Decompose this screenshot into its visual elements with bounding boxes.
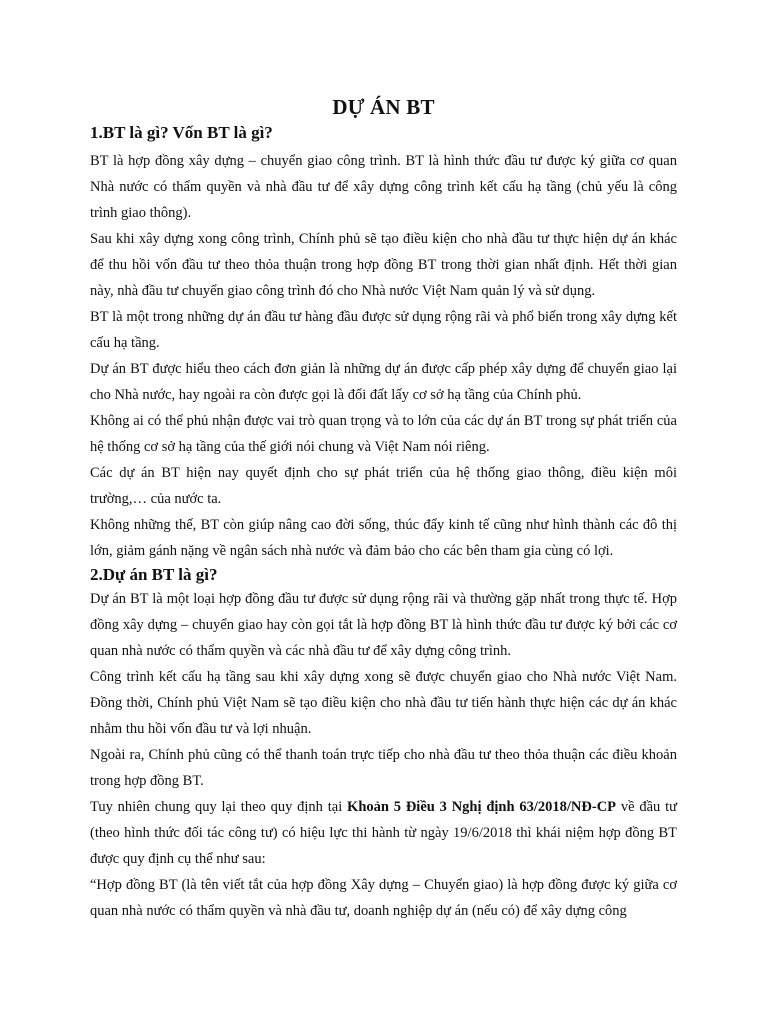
document-page [90,92,677,924]
document-title: DỰ ÁN BT [332,95,435,119]
section-1-paragraph: Dự án BT được hiểu theo cách đơn giản là những dự án được cấp phép xây dựng để chuyển giao lại cho Nhà nước, hay ngoài ra còn được gọi là đổi đất lấy cơ sở hạ tầng của Chính phủ. [90,361,677,403]
legal-text-before: Tuy nhiên chung quy lại theo quy định tại [90,799,348,815]
section-2-heading: 2.Dự án BT là gì? [90,565,218,584]
section-1-heading: 1.BT là gì? Vốn BT là gì? [90,123,273,142]
legal-citation: Khoản 5 Điều 3 Nghị định 63/2018/NĐ-CP [347,799,617,815]
section-1-paragraph: Không những thế, BT còn giúp nâng cao đời sống, thúc đẩy kinh tế cũng như hình thành các đô thị lớn, giảm gánh nặng về ngân sách nhà nước và đảm bảo cho các bên tham gia cùng có lợi. [90,517,677,559]
section-1-paragraph: Các dự án BT hiện nay quyết định cho sự phát triển của hệ thống giao thông, điều kiện môi trường,… của nước ta. [90,465,677,507]
section-1-paragraph: Không ai có thể phủ nhận được vai trò quan trọng và to lớn của các dự án BT trong sự phát triển của hệ thống cơ sở hạ tầng của thế giới nói chung và Việt Nam nói riêng. [90,413,677,455]
section-2-paragraph: Dự án BT là một loại hợp đồng đầu tư được sử dụng rộng rãi và thường gặp nhất trong thực tế. Hợp đồng xây dựng – chuyển giao hay còn gọi tắt là hợp đồng BT là hình thức đầu tư được ký bởi các cơ quan nhà nước có thẩm quyền và các nhà đầu tư để xây dựng công trình. [90,591,677,659]
section-2-paragraph: Ngoài ra, Chính phủ cũng có thể thanh toán trực tiếp cho nhà đầu tư theo thỏa thuận các điều khoản trong hợp đồng BT. [90,747,677,789]
section-2-paragraph: Công trình kết cấu hạ tầng sau khi xây dựng xong sẽ được chuyển giao cho Nhà nước Việt Nam. Đồng thời, Chính phủ Việt Nam sẽ tạo điều kiện cho nhà đầu tư tiến hành thực hiện các dự án khác nhằm thu hồi vốn đầu tư và lợi nhuận. [90,669,677,737]
section-1-paragraph: BT là một trong những dự án đầu tư hàng đầu được sử dụng rộng rãi và phổ biến trong xây dựng kết cấu hạ tầng. [90,309,677,351]
legal-reference-paragraph [90,794,677,872]
section-1-paragraph: BT là hợp đồng xây dựng – chuyển giao công trình. BT là hình thức đầu tư được ký giữa cơ quan Nhà nước có thẩm quyền và nhà đầu tư để xây dựng công trình kết cấu hạ tầng (chủ yếu là công trình giao thông). [90,153,677,221]
section-1-paragraph: Sau khi xây dựng xong công trình, Chính phủ sẽ tạo điều kiện cho nhà đầu tư thực hiện dự án khác để thu hồi vốn đầu tư theo thỏa thuận trong hợp đồng BT trong thời gian nhất định. Hết thời gian này, nhà đầu tư chuyển giao công trình đó cho Nhà nước Việt Nam quản lý và sử dụng. [90,231,677,299]
definition-quote: “Hợp đồng BT (là tên viết tắt của hợp đồng Xây dựng – Chuyển giao) là hợp đồng được ký giữa cơ quan nhà nước có thẩm quyền và nhà đầu tư, doanh nghiệp dự án (nếu có) để xây dựng công [90,877,677,919]
legal-text-after: về đầu tư (theo hình thức đối tác công tư) có hiệu lực thi hành từ ngày 19/6/2018 thì khái niệm hợp đồng BT được quy định cụ thể như sau: [90,799,677,867]
